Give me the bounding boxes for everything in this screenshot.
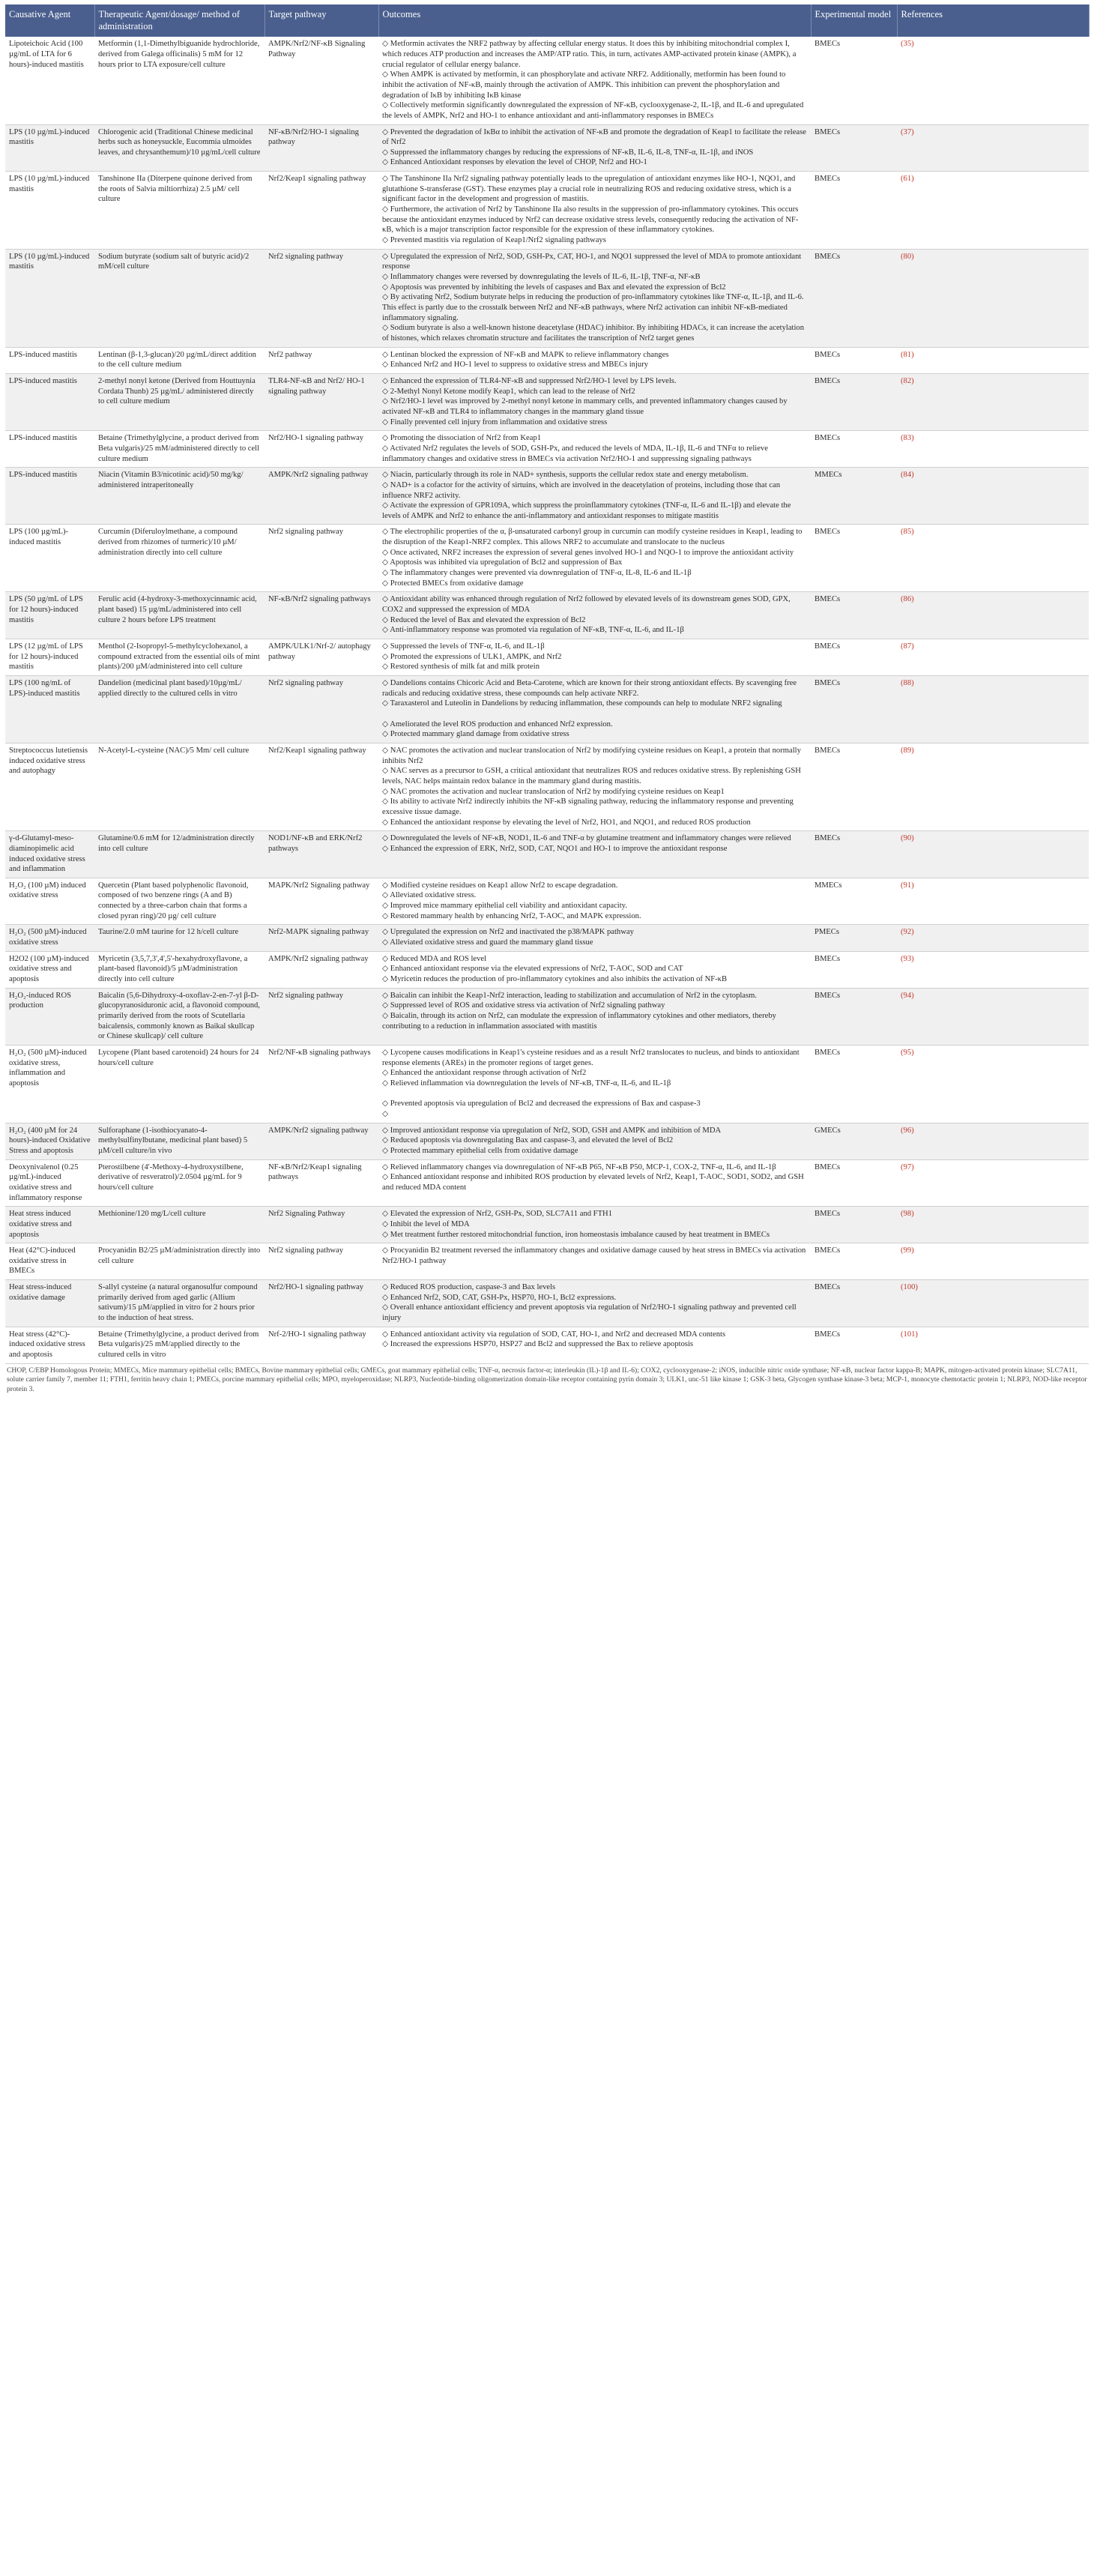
- cell-target-pathway: NF-κB/Nrf2 signaling pathways: [265, 592, 378, 639]
- cell-experimental-model: BMECs: [811, 525, 897, 592]
- cell-causative-agent: LPS (100 ng/mL of LPS)-induced mastitis: [5, 676, 94, 743]
- cell-outcomes: ◇ Promoting the dissociation of Nrf2 from Keap1 ◇ Activated Nrf2 regulates the levels of SOD, GSH-Px, and reduced the levels of MDA, IL-1β, IL-6 and TNFα to relieve inflammatory changes and oxidative stress in BMECs via activation Nrf2/HO-1 and suppressing signaling pathways: [378, 431, 811, 468]
- cell-target-pathway: Nrf2 pathway: [265, 347, 378, 373]
- table-row: [5, 37, 1089, 124]
- cell-outcomes: ◇ Niacin, particularly through its role in NAD+ synthesis, supports the cellular redox state and energy metabolism. ◇ NAD+ is a cofactor for the activity of sirtuins, which are involved in the deacetylation of proteins, including those that can influence NRF2 activity. ◇ Activate the expression of GPR109A, which suppress the proinflammatory cytokines (TNF-α, IL-6 and IL-1β) and elevate the levels of AMPK and Nrf2 to enhance the anti-inflammatory and antioxidant responses to mitigate mastitis: [378, 468, 811, 525]
- table-row: [5, 988, 1089, 1045]
- header-therapeutic-agent: Therapeutic Agent/dosage/ method of administration: [94, 4, 265, 37]
- table-row: [5, 373, 1089, 430]
- cell-outcomes: ◇ Upregulated the expression on Nrf2 and inactivated the p38/MAPK pathway ◇ Alleviated oxidative stress and guard the mammary gland tissue: [378, 925, 811, 951]
- cell-experimental-model: BMECs: [811, 1243, 897, 1280]
- table-row: [5, 1280, 1089, 1327]
- cell-experimental-model: BMECs: [811, 124, 897, 172]
- cell-target-pathway: Nrf2/NF-κB signaling pathways: [265, 1046, 378, 1123]
- cell-experimental-model: BMECs: [811, 676, 897, 743]
- cell-experimental-model: BMECs: [811, 1207, 897, 1243]
- cell-target-pathway: Nrf2 signaling pathway: [265, 1243, 378, 1280]
- table-row: [5, 639, 1089, 676]
- cell-reference[interactable]: (85): [897, 525, 1089, 592]
- cell-outcomes: ◇ Enhanced the expression of TLR4-NF-κB and suppressed Nrf2/HO-1 level by LPS levels. ◇ 2-Methyl Nonyl Ketone modify Keap1, which can lead to the release of Nrf2 ◇ Nrf2/HO-1 level was improved by 2-methyl nonyl ketone in mammary cells, and prevented inflammatory changes caused by activated NF-κB and TLR4 to inflammatory changes in the mammary gland tissue ◇ Finally prevented cell injury from inflammation and oxidative stress: [378, 373, 811, 430]
- cell-outcomes: ◇ The Tanshinone IIa Nrf2 signaling pathway potentially leads to the upregulation of antioxidant enzymes like HO-1, NQO1, and glutathione S-transferase (GST). These enzymes play a crucial role in neutralizing ROS and reducing oxidative stress, which is a significant factor in the development and progression of mastitis. ◇ Furthermore, the activation of Nrf2 by Tanshinone IIa also results in the suppression of pro-inflammatory cytokines. This occurs because the antioxidant enzymes induced by Nrf2 can decrease oxidative stress levels, consequently reducing the activation of NF-κB, which is a major transcription factor responsible for the expression of these inflammatory cytokines. ◇ Prevented mastitis via regulation of Keap1/Nrf2 signaling pathways: [378, 172, 811, 250]
- cell-outcomes: ◇ Reduced ROS production, caspase-3 and Bax levels ◇ Enhanced Nrf2, SOD, CAT, GSH-Px, HSP70, HO-1, Bcl2 expressions. ◇ Overall enhance antioxidant efficiency and prevent apoptosis via regulation of Nrf2/HO-1 signaling pathway and prevented cell injury: [378, 1280, 811, 1327]
- cell-outcomes: ◇ Relieved inflammatory changes via downregulation of NF-κB P65, NF-κB P50, MCP-1, COX-2, TNF-α, IL-6, and IL-1β ◇ Enhanced antioxidant response and inhibited ROS production by elevated levels of Nrf2, Keap1, T-AOC, SOD1, SOD2, and GSH and reduced MDA content: [378, 1159, 811, 1207]
- cell-therapeutic-agent: Pterostilbene (4'-Methoxy-4-hydroxystilbene, derivative of resveratrol)/2.0504 µg/mL for 9 hours/cell culture: [94, 1159, 265, 1207]
- cell-therapeutic-agent: Metformin (1,1-Dimethylbiguanide hydrochloride, derived from Galega officinalis) 5 mM for 12 hours prior to LTA exposure/cell culture: [94, 37, 265, 124]
- cell-experimental-model: MMECs: [811, 878, 897, 925]
- cell-causative-agent: LPS-induced mastitis: [5, 468, 94, 525]
- cell-outcomes: ◇ Prevented the degradation of IκBα to inhibit the activation of NF-κB and promote the degradation of Keap1 to facilitate the release of Nrf2 ◇ Suppressed the inflammatory changes by reducing the expressions of NF-κB, IL-6, IL-8, TNF-α, IL-1β, and iNOS ◇ Enhanced Antioxidant responses by elevation the level of CHOP, Nrf2 and HO-1: [378, 124, 811, 172]
- cell-outcomes: ◇ Metformin activates the NRF2 pathway by affecting cellular energy status. It does this by inhibiting mitochondrial complex I, which reduces ATP production and increases the AMP/ATP ratio. This, in turn, activates AMP-activated protein kinase (AMPK), a crucial regulator of cellular energy balance. ◇ When AMPK is activated by metformin, it can phosphorylate and activate NRF2. Additionally, metformin has been found to inhibit the activation of NF-κB, mainly through the activation of AMPK. This inhibition can prevent the phosphorylation and degradation of IκB by inhibiting IκB kinase ◇ Collectively metformin significantly downregulated the expression of NF-κB, cyclooxygenase-2, IL-1β, and IL-6 and upregulated the levels of AMPK, Nrf2 and HO-1 to enhance antioxidant and anti-inflammatory responses in BMECs: [378, 37, 811, 124]
- mastitis-therapy-table: [5, 4, 1090, 1364]
- cell-causative-agent: LPS-induced mastitis: [5, 373, 94, 430]
- table-header-row: [5, 4, 1089, 37]
- cell-target-pathway: Nrf2 Signaling Pathway: [265, 1207, 378, 1243]
- cell-therapeutic-agent: Procyanidin B2/25 µM/administration directly into cell culture: [94, 1243, 265, 1280]
- cell-experimental-model: BMECs: [811, 592, 897, 639]
- cell-experimental-model: GMECs: [811, 1123, 897, 1159]
- cell-causative-agent: H₂O₂ (400 µM for 24 hours)-induced Oxidative Stress and apoptosis: [5, 1123, 94, 1159]
- cell-causative-agent: LPS (10 µg/mL)-induced mastitis: [5, 124, 94, 172]
- cell-therapeutic-agent: 2-methyl nonyl ketone (Derived from Houttuynia Cordata Thunb) 25 µg/mL/ administered directly to cell culture medium: [94, 373, 265, 430]
- cell-experimental-model: BMECs: [811, 988, 897, 1045]
- cell-outcomes: ◇ Reduced MDA and ROS level ◇ Enhanced antioxidant response via the elevated expressions of Nrf2, T-AOC, SOD and CAT ◇ Myricetin reduces the production of pro-inflammatory cytokines and also inhibits the activation of NF-κB: [378, 951, 811, 988]
- table-row: [5, 831, 1089, 878]
- cell-therapeutic-agent: Methionine/120 mg/L/cell culture: [94, 1207, 265, 1243]
- cell-experimental-model: MMECs: [811, 468, 897, 525]
- cell-causative-agent: LPS (50 µg/mL of LPS for 12 hours)-induced mastitis: [5, 592, 94, 639]
- cell-reference[interactable]: (98): [897, 1207, 1089, 1243]
- table-row: [5, 951, 1089, 988]
- cell-reference[interactable]: (95): [897, 1046, 1089, 1123]
- cell-target-pathway: Nrf2 signaling pathway: [265, 249, 378, 347]
- cell-experimental-model: BMECs: [811, 1046, 897, 1123]
- cell-outcomes: ◇ Lentinan blocked the expression of NF-κB and MAPK to relieve inflammatory changes ◇ Enhanced Nrf2 and HO-1 level to suppress to oxidative stress and MBECs injury: [378, 347, 811, 373]
- cell-experimental-model: BMECs: [811, 172, 897, 250]
- cell-causative-agent: LPS-induced mastitis: [5, 347, 94, 373]
- cell-reference[interactable]: (35): [897, 37, 1089, 124]
- cell-causative-agent: H₂O₂-induced ROS production: [5, 988, 94, 1045]
- table-row: [5, 249, 1089, 347]
- cell-reference[interactable]: (80): [897, 249, 1089, 347]
- cell-target-pathway: AMPK/ULK1/Nrf-2/ autophagy pathway: [265, 639, 378, 676]
- cell-target-pathway: MAPK/Nrf2 Signaling pathway: [265, 878, 378, 925]
- cell-reference[interactable]: (96): [897, 1123, 1089, 1159]
- header-outcomes: Outcomes: [378, 4, 811, 37]
- cell-target-pathway: NOD1/NF-κB and ERK/Nrf2 pathways: [265, 831, 378, 878]
- cell-reference[interactable]: (86): [897, 592, 1089, 639]
- cell-outcomes: ◇ Suppressed the levels of TNF-α, IL-6, and IL-1β ◇ Promoted the expressions of ULK1, AMPK, and Nrf2 ◇ Restored synthesis of milk fat and milk protein: [378, 639, 811, 676]
- cell-outcomes: ◇ Elevated the expression of Nrf2, GSH-Px, SOD, SLC7A11 and FTH1 ◇ Inhibit the level of MDA ◇ Met treatment further restored mitochondrial function, iron homeostasis imbalance caused by heat treatment in BMECs: [378, 1207, 811, 1243]
- cell-reference[interactable]: (93): [897, 951, 1089, 988]
- cell-therapeutic-agent: Glutamine/0.6 mM for 12/administration directly into cell culture: [94, 831, 265, 878]
- cell-target-pathway: TLR4-NF-κB and Nrf2/ HO-1 signaling pathway: [265, 373, 378, 430]
- table-row: [5, 1123, 1089, 1159]
- cell-target-pathway: AMPK/Nrf2 signaling pathway: [265, 468, 378, 525]
- cell-causative-agent: Deoxynivalenol (0.25 µg/mL)-induced oxidative stress and inflammatory response: [5, 1159, 94, 1207]
- cell-outcomes: ◇ Lycopene causes modifications in Keap1's cysteine residues and as a result Nrf2 translocates to nucleus, and binds to antioxidant response elements (AREs) in the promoter regions of target genes. ◇ Enhanced the antioxidant response through activation of Nrf2 ◇ Relieved inflammation via downregulation the levels of NF-κB, TNF-α, IL-6, and IL-1β ◇ Prevented apoptosis via upregulation of Bcl2 and decreased the expressions of Bax and caspase-3 ◇: [378, 1046, 811, 1123]
- cell-target-pathway: Nrf2-MAPK signaling pathway: [265, 925, 378, 951]
- cell-causative-agent: γ-d-Glutamyl-meso-diaminopimelic acid induced oxidative stress and inflammation: [5, 831, 94, 878]
- cell-causative-agent: Heat (42°C)-induced oxidative stress in BMECs: [5, 1243, 94, 1280]
- cell-outcomes: ◇ NAC promotes the activation and nuclear translocation of Nrf2 by modifying cysteine residues on Keap1, a protein that normally inhibits Nrf2 ◇ NAC serves as a precursor to GSH, a critical antioxidant that neutralizes ROS and reduces oxidative stress. By replenishing GSH levels, NAC helps maintain redox balance in the mammary gland during mastitis. ◇ NAC promotes the activation and nuclear translocation of Nrf2 by modifying cysteine residues on Keap1 ◇ Its ability to activate Nrf2 indirectly inhibits the NF-κB signaling pathway, reducing the inflammatory response and preventing excessive tissue damage. ◇ Enhanced the antioxidant response by elevating the level of Nrf2, HO1, and NQO1, and reduced ROS production: [378, 743, 811, 830]
- cell-causative-agent: H₂O₂ (100 µM) induced oxidative stress: [5, 878, 94, 925]
- cell-therapeutic-agent: S-allyl cysteine (a natural organosulfur compound primarily derived from aged garlic (Allium sativum)/15 µM/applied in vitro for 2 hours prior to the induction of heat stress.: [94, 1280, 265, 1327]
- table-row: [5, 592, 1089, 639]
- cell-reference[interactable]: (83): [897, 431, 1089, 468]
- cell-therapeutic-agent: Chlorogenic acid (Traditional Chinese medicinal herbs such as honeysuckle, Eucommia ulmoides leaves, and chrysanthemum)/10 µg/mL/cell culture: [94, 124, 265, 172]
- cell-experimental-model: PMECs: [811, 925, 897, 951]
- cell-therapeutic-agent: Sulforaphane (1-isothiocyanato-4-methylsulfinylbutane, medicinal plant based) 5 µM/cell culture/in vivo: [94, 1123, 265, 1159]
- cell-causative-agent: Streptococcus lutetiensis induced oxidative stress and autophagy: [5, 743, 94, 830]
- table-row: [5, 124, 1089, 172]
- cell-reference[interactable]: (61): [897, 172, 1089, 250]
- cell-causative-agent: H₂O₂ (500 µM)-induced oxidative stress, inflammation and apoptosis: [5, 1046, 94, 1123]
- table-row: [5, 1046, 1089, 1123]
- table-body: [5, 37, 1089, 1363]
- cell-outcomes: ◇ Dandelions contains Chicoric Acid and Beta-Carotene, which are known for their strong antioxidant effects. By scavenging free radicals and reducing oxidative stress, these compounds can help activate NRF2. ◇ Taraxasterol and Luteolin in Dandelions by reducing inflammation, these compounds can help to modulate NRF2 signaling ◇ Ameliorated the level ROS production and enhanced Nrf2 expression. ◇ Protected mammary gland damage from oxidative stress: [378, 676, 811, 743]
- cell-experimental-model: BMECs: [811, 431, 897, 468]
- cell-reference[interactable]: (100): [897, 1280, 1089, 1327]
- cell-outcomes: ◇ Enhanced antioxidant activity via regulation of SOD, CAT, HO-1, and Nrf2 and decreased MDA contents ◇ Increased the expressions HSP70, HSP27 and Bcl2 and suppressed the Bax to relieve apoptosis: [378, 1327, 811, 1363]
- cell-experimental-model: BMECs: [811, 37, 897, 124]
- cell-target-pathway: AMPK/Nrf2 signaling pathway: [265, 1123, 378, 1159]
- table-row: [5, 431, 1089, 468]
- cell-outcomes: ◇ Improved antioxidant response via upregulation of Nrf2, SOD, GSH and AMPK and inhibition of MDA ◇ Reduced apoptosis via downregulating Bax and caspase-3, and elevated the level of Bcl2 ◇ Protected mammary epithelial cells from oxidative damage: [378, 1123, 811, 1159]
- table-row: [5, 1207, 1089, 1243]
- table-row: [5, 1243, 1089, 1280]
- cell-reference[interactable]: (97): [897, 1159, 1089, 1207]
- cell-reference[interactable]: (101): [897, 1327, 1089, 1363]
- cell-therapeutic-agent: Curcumin (Diferuloylmethane, a compound derived from rhizomes of turmeric)/10 µM/ administration directly into cell culture: [94, 525, 265, 592]
- cell-causative-agent: H₂O₂ (500 µM)-induced oxidative stress: [5, 925, 94, 951]
- table-row: [5, 1159, 1089, 1207]
- cell-target-pathway: NF-κB/Nrf2/HO-1 signaling pathway: [265, 124, 378, 172]
- table-row: [5, 525, 1089, 592]
- table-row: [5, 878, 1089, 925]
- table-container: [5, 4, 1089, 1394]
- cell-outcomes: ◇ Downregulated the levels of NF-κB, NOD1, IL-6 and TNF-α by glutamine treatment and inflammatory changes were relieved ◇ Enhanced the expression of ERK, Nrf2, SOD, CAT, NQO1 and HO-1 to improve the antioxidant response: [378, 831, 811, 878]
- cell-therapeutic-agent: Baicalin (5,6-Dihydroxy-4-oxoflav-2-en-7-yl β-D-glucopyranosiduronic acid, a flavonoid compound, primarily derived from the roots of Scutellaria baicalensis, commonly known as Baikal skullcap or Chinese skullcap)/ cell culture: [94, 988, 265, 1045]
- cell-experimental-model: BMECs: [811, 249, 897, 347]
- cell-target-pathway: Nrf2/Keap1 signaling pathway: [265, 743, 378, 830]
- cell-target-pathway: Nrf2 signaling pathway: [265, 525, 378, 592]
- cell-reference[interactable]: (84): [897, 468, 1089, 525]
- cell-reference[interactable]: (92): [897, 925, 1089, 951]
- cell-therapeutic-agent: Niacin (Vitamin B3/nicotinic acid)/50 mg/kg/ administered intraperitoneally: [94, 468, 265, 525]
- header-target-pathway: Target pathway: [265, 4, 378, 37]
- cell-target-pathway: AMPK/Nrf2 signaling pathway: [265, 951, 378, 988]
- table-row: [5, 172, 1089, 250]
- cell-reference[interactable]: (94): [897, 988, 1089, 1045]
- cell-causative-agent: Heat stress induced oxidative stress and apoptosis: [5, 1207, 94, 1243]
- cell-experimental-model: BMECs: [811, 831, 897, 878]
- table-row: [5, 676, 1089, 743]
- cell-experimental-model: BMECs: [811, 743, 897, 830]
- cell-causative-agent: LPS (100 µg/mL)-induced mastitis: [5, 525, 94, 592]
- cell-outcomes: ◇ Modified cysteine residues on Keap1 allow Nrf2 to escape degradation. ◇ Alleviated oxidative stress. ◇ Improved mice mammary epithelial cell viability and antioxidant capacity. ◇ Restored mammary health by enhancing Nrf2, T-AOC, and MAPK expression.: [378, 878, 811, 925]
- cell-reference[interactable]: (88): [897, 676, 1089, 743]
- table-row: [5, 347, 1089, 373]
- cell-target-pathway: AMPK/Nrf2/NF-κB Signaling Pathway: [265, 37, 378, 124]
- cell-experimental-model: BMECs: [811, 951, 897, 988]
- cell-causative-agent: Heat stress-induced oxidative damage: [5, 1280, 94, 1327]
- cell-causative-agent: LPS (10 µg/mL)-induced mastitis: [5, 249, 94, 347]
- cell-target-pathway: Nrf2/HO-1 signaling pathway: [265, 431, 378, 468]
- cell-reference[interactable]: (81): [897, 347, 1089, 373]
- cell-target-pathway: Nrf2/Keap1 signaling pathway: [265, 172, 378, 250]
- cell-reference[interactable]: (89): [897, 743, 1089, 830]
- cell-therapeutic-agent: Myricetin (3,5,7,3',4',5'-hexahydroxyflavone, a plant-based flavonoid)/5 µM/administration directly into cell culture: [94, 951, 265, 988]
- table-footnote: CHOP, C/EBP Homologous Protein; MMECs, Mice mammary epithelial cells; BMECs, Bovine mammary epithelial cells; GMECs, goat mammary epithelial cells; TNF-α, necrosis factor-α; interleukin (IL)-1β and IL-6); COX2, cyclooxygenase-2; iNOS, inducible nitric oxide synthase; NF-κB, nuclear factor kappa-B; MAPK, mitogen-activated protein kinase; SLC7A11, solute carrier family 7, member 11; FTH1, ferritin heavy chain 1; PMECs, porcine mammary epithelial cells; MPO, myeloperoxidase; NLRP3, Nucleotide-binding oligomerization domain-like receptor containing pyrin domain 3; ULK1, unc-51 like kinase 1; GSK-3 beta, Glycogen synthase kinase-3 beta; MCP-1, monocyte chemotactic protein 1; NLRP3, NOD-like receptor protein 3.: [7, 1366, 1087, 1393]
- cell-target-pathway: Nrf2 signaling pathway: [265, 988, 378, 1045]
- cell-reference[interactable]: (82): [897, 373, 1089, 430]
- table-row: [5, 743, 1089, 830]
- cell-therapeutic-agent: Menthol (2-Isopropyl-5-methylcyclohexanol, a compound extracted from the essential oils of mint plants)/200 µM/administered into cell culture: [94, 639, 265, 676]
- cell-therapeutic-agent: Lentinan (β-1,3-glucan)/20 µg/mL/direct addition to the cell culture medium: [94, 347, 265, 373]
- cell-reference[interactable]: (99): [897, 1243, 1089, 1280]
- header-causative-agent: Causative Agent: [5, 4, 94, 37]
- cell-experimental-model: BMECs: [811, 347, 897, 373]
- cell-therapeutic-agent: Sodium butyrate (sodium salt of butyric acid)/2 mM/cell culture: [94, 249, 265, 347]
- cell-experimental-model: BMECs: [811, 1280, 897, 1327]
- cell-therapeutic-agent: Quercetin (Plant based polyphenolic flavonoid, composed of two benzene rings (A and B) connected by a three-carbon chain that forms a closed pyran ring)/20 µg/ cell culture: [94, 878, 265, 925]
- cell-target-pathway: Nrf2/HO-1 signaling pathway: [265, 1280, 378, 1327]
- cell-target-pathway: NF-κB/Nrf2/Keap1 signaling pathways: [265, 1159, 378, 1207]
- cell-target-pathway: Nrf-2/HO-1 signaling pathway: [265, 1327, 378, 1363]
- cell-therapeutic-agent: Betaine (Trimethylglycine, a product derived from Beta vulgaris)/25 mM/administered directly to cell culture medium: [94, 431, 265, 468]
- cell-outcomes: ◇ Baicalin can inhibit the Keap1-Nrf2 interaction, leading to stabilization and accumulation of Nrf2 in the cytoplasm. ◇ Suppressed level of ROS and oxidative stress via activation of Nrf2 signaling pathway ◇ Baicalin, through its action on Nrf2, can modulate the expression of inflammatory cytokines and other mediators, thereby contributing to a reduction in inflammation associated with mastitis: [378, 988, 811, 1045]
- table-row: [5, 1327, 1089, 1363]
- cell-target-pathway: Nrf2 signaling pathway: [265, 676, 378, 743]
- cell-causative-agent: H2O2 (100 µM)-induced oxidative stress and apoptosis: [5, 951, 94, 988]
- cell-therapeutic-agent: Betaine (Trimethylglycine, a product derived from Beta vulgaris)/25 mM/applied directly to the cultured cells in vitro: [94, 1327, 265, 1363]
- cell-therapeutic-agent: Ferulic acid (4-hydroxy-3-methoxycinnamic acid, plant based) 15 µg/mL/administered into cell culture 2 hours before LPS treatment: [94, 592, 265, 639]
- cell-reference[interactable]: (37): [897, 124, 1089, 172]
- cell-experimental-model: BMECs: [811, 373, 897, 430]
- cell-experimental-model: BMECs: [811, 639, 897, 676]
- cell-outcomes: ◇ Antioxidant ability was enhanced through regulation of Nrf2 followed by elevated levels of its downstream genes SOD, GPX, COX2 and suppressed the expression of MDA ◇ Reduced the level of Bax and elevated the expression of Bcl2 ◇ Anti-inflammatory response was promoted via regulation of NF-κB, TNF-α, IL-6, and IL-1β: [378, 592, 811, 639]
- cell-reference[interactable]: (91): [897, 878, 1089, 925]
- header-experimental-model: Experimental model: [811, 4, 897, 37]
- table-row: [5, 925, 1089, 951]
- cell-therapeutic-agent: Tanshinone IIa (Diterpene quinone derived from the roots of Salvia miltiorrhiza) 2.5 µM/ cell culture: [94, 172, 265, 250]
- cell-causative-agent: LPS-induced mastitis: [5, 431, 94, 468]
- cell-reference[interactable]: (87): [897, 639, 1089, 676]
- cell-therapeutic-agent: Dandelion (medicinal plant based)/10µg/mL/ applied directly to the cultured cells in vitro: [94, 676, 265, 743]
- cell-causative-agent: Lipoteichoic Acid (100 µg/mL of LTA for 6 hours)-induced mastitis: [5, 37, 94, 124]
- cell-outcomes: ◇ Upregulated the expression of Nrf2, SOD, GSH-Px, CAT, HO-1, and NQO1 suppressed the level of MDA to promote antioxidant response ◇ Inflammatory changes were reversed by downregulating the levels of IL-6, IL-1β, TNF-α, NF-κB ◇ Apoptosis was prevented by inhibiting the levels of caspases and Bax and elevated the expression of Bcl2 ◇ By activating Nrf2, Sodium butyrate helps in reducing the production of pro-inflammatory cytokines like TNF-α, IL-1β, and IL-6. This effect is partly due to the crosstalk between Nrf2 and NF-κB pathways, where Nrf2 activation can inhibit NF-κB-mediated inflammatory signaling. ◇ Sodium butyrate is also a well-known histone deacetylase (HDAC) inhibitor. By inhibiting HDACs, it can increase the acetylation of histones, which relaxes chromatin structure and facilitates the transcription of Nrf2 target genes: [378, 249, 811, 347]
- header-references: References: [897, 4, 1089, 37]
- cell-outcomes: ◇ Procyanidin B2 treatment reversed the inflammatory changes and oxidative damage caused by heat stress in BMECs via activation Nrf2/HO-1 pathway: [378, 1243, 811, 1280]
- cell-experimental-model: BMECs: [811, 1159, 897, 1207]
- cell-therapeutic-agent: Taurine/2.0 mM taurine for 12 h/cell culture: [94, 925, 265, 951]
- cell-therapeutic-agent: N-Acetyl-L-cysteine (NAC)/5 Mm/ cell culture: [94, 743, 265, 830]
- cell-outcomes: ◇ The electrophilic properties of the α, β-unsaturated carbonyl group in curcumin can modify cysteine residues in Keap1, leading to the disruption of the Keap1-NRF2 complex. This allows NRF2 to accumulate and translocate to the nucleus ◇ Once activated, NRF2 increases the expression of several genes involved HO-1 and NQO-1 to improve the antioxidant activity ◇ Apoptosis was inhibited via upregulation of Bcl2 and suppression of Bax ◇ The inflammatory changes were prevented via downregulation of TNF-α, IL-8, IL-6 and IL-1β ◇ Protected BMECs from oxidative damage: [378, 525, 811, 592]
- cell-reference[interactable]: (90): [897, 831, 1089, 878]
- cell-causative-agent: LPS (12 µg/mL of LPS for 12 hours)-induced mastitis: [5, 639, 94, 676]
- table-row: [5, 468, 1089, 525]
- cell-causative-agent: Heat stress (42°C)-induced oxidative stress and apoptosis: [5, 1327, 94, 1363]
- cell-experimental-model: BMECs: [811, 1327, 897, 1363]
- cell-causative-agent: LPS (10 µg/mL)-induced mastitis: [5, 172, 94, 250]
- cell-therapeutic-agent: Lycopene (Plant based carotenoid) 24 hours for 24 hours/cell culture: [94, 1046, 265, 1123]
